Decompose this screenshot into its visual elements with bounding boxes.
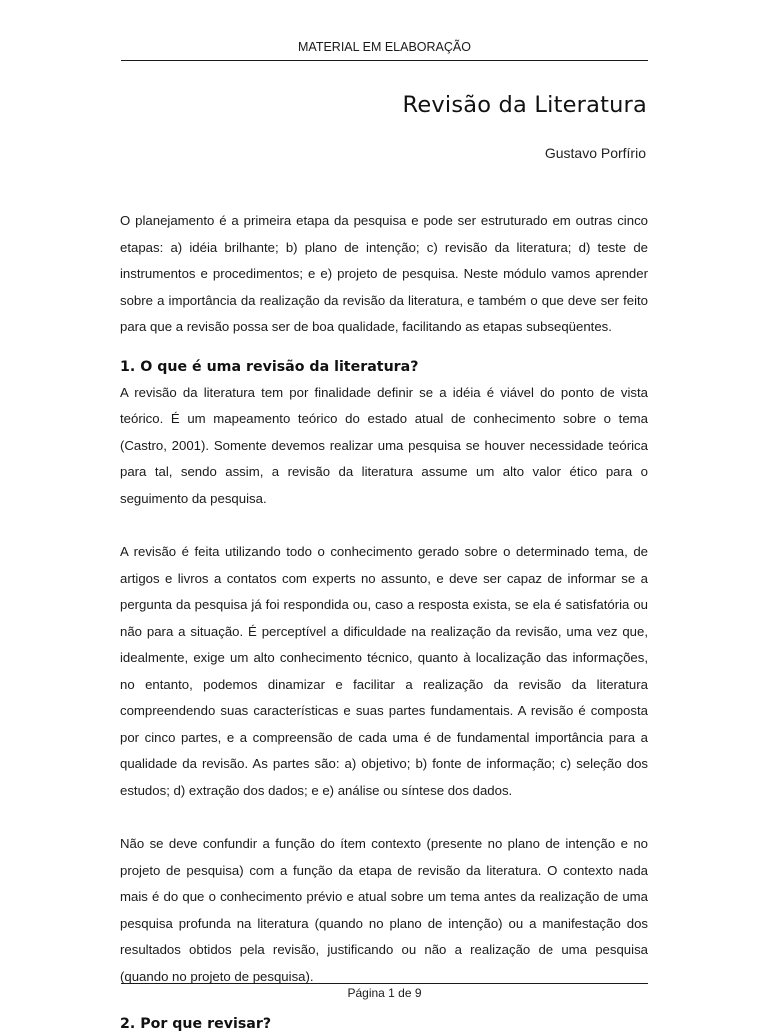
intro-paragraph: O planejamento é a primeira etapa da pesquisa e pode ser estruturado em outras cinco etapas: a) idéia brilhante; b) plano de intenção; c) revisão da literatura; d) teste de instrumentos e procedimentos; e e) projeto de pesquisa. Neste módulo vamos aprender sobre a importância da realização da revisão da literatura, e também o que deve ser feito para que a revisão possa ser de boa qualidade, facilitando as etapas subseqüentes. bbox=[120, 213, 648, 334]
section-1-paragraph-3: Não se deve confundir a função do ítem contexto (presente no plano de intenção e no projeto de pesquisa) com a função da etapa de revisão da literatura. O contexto nada mais é do que o conhecimento prévio e atual sobre um tema antes da realização de uma pesquisa profunda na literatura (quando no plano de intenção) ou a manifestação dos resultados obtidos pela revisão, justificando ou não a realização de uma pesquisa (quando no projeto de pesquisa). bbox=[120, 836, 648, 984]
section-1-heading: 1. O que é uma revisão da literatura? bbox=[120, 358, 419, 375]
document-body bbox=[120, 208, 648, 1034]
page-number: Página 1 de 9 bbox=[347, 986, 422, 1000]
paragraph-spacer bbox=[120, 512, 648, 539]
page-header: MATERIAL EM ELABORAÇÃO bbox=[298, 40, 471, 54]
author-name: Gustavo Porfírio bbox=[544, 145, 646, 161]
section-2-heading: 2. Por que revisar? bbox=[120, 1016, 272, 1032]
section-1-paragraph-1: A revisão da literatura tem por finalidade definir se a idéia é viável do ponto de vista teórico. É um mapeamento teórico do estado atual de conhecimento sobre o tema (Castro, 2001). Somente devemos realizar uma pesquisa se houver necessidade teórica para tal, sendo assim, a revisão da literatura assume um alto valor ético para o seguimento da pesquisa. bbox=[120, 384, 648, 506]
header-rule bbox=[121, 60, 648, 61]
paragraph-spacer bbox=[120, 804, 648, 831]
section-1-paragraph-2: A revisão é feita utilizando todo o conhecimento gerado sobre o determinado tema, de artigos e livros a contatos com experts no assunto, e deve ser capaz de informar se a pergunta da pesquisa já foi respondida ou, caso a resposta exista, se ela é satisfatória ou não para a situação. É perceptível a dificuldade na realização da revisão, uma vez que, idealmente, exige um alto conhecimento técnico, quanto à localização das informações, no entanto, podemos dinamizar e facilitar a realização da revisão da literatura compreendendo suas características e suas partes fundamentais. A revisão é composta por cinco partes, e a compreensão de cada uma é de fundamental importância para a qualidade da revisão. As partes são: a) objetivo; b) fonte de informação; c) seleção dos estudos; d) extração dos dados; e e) análise ou síntese dos dados. bbox=[120, 544, 648, 798]
footer-rule bbox=[121, 983, 648, 984]
document-title: Revisão da Literatura bbox=[402, 92, 647, 118]
